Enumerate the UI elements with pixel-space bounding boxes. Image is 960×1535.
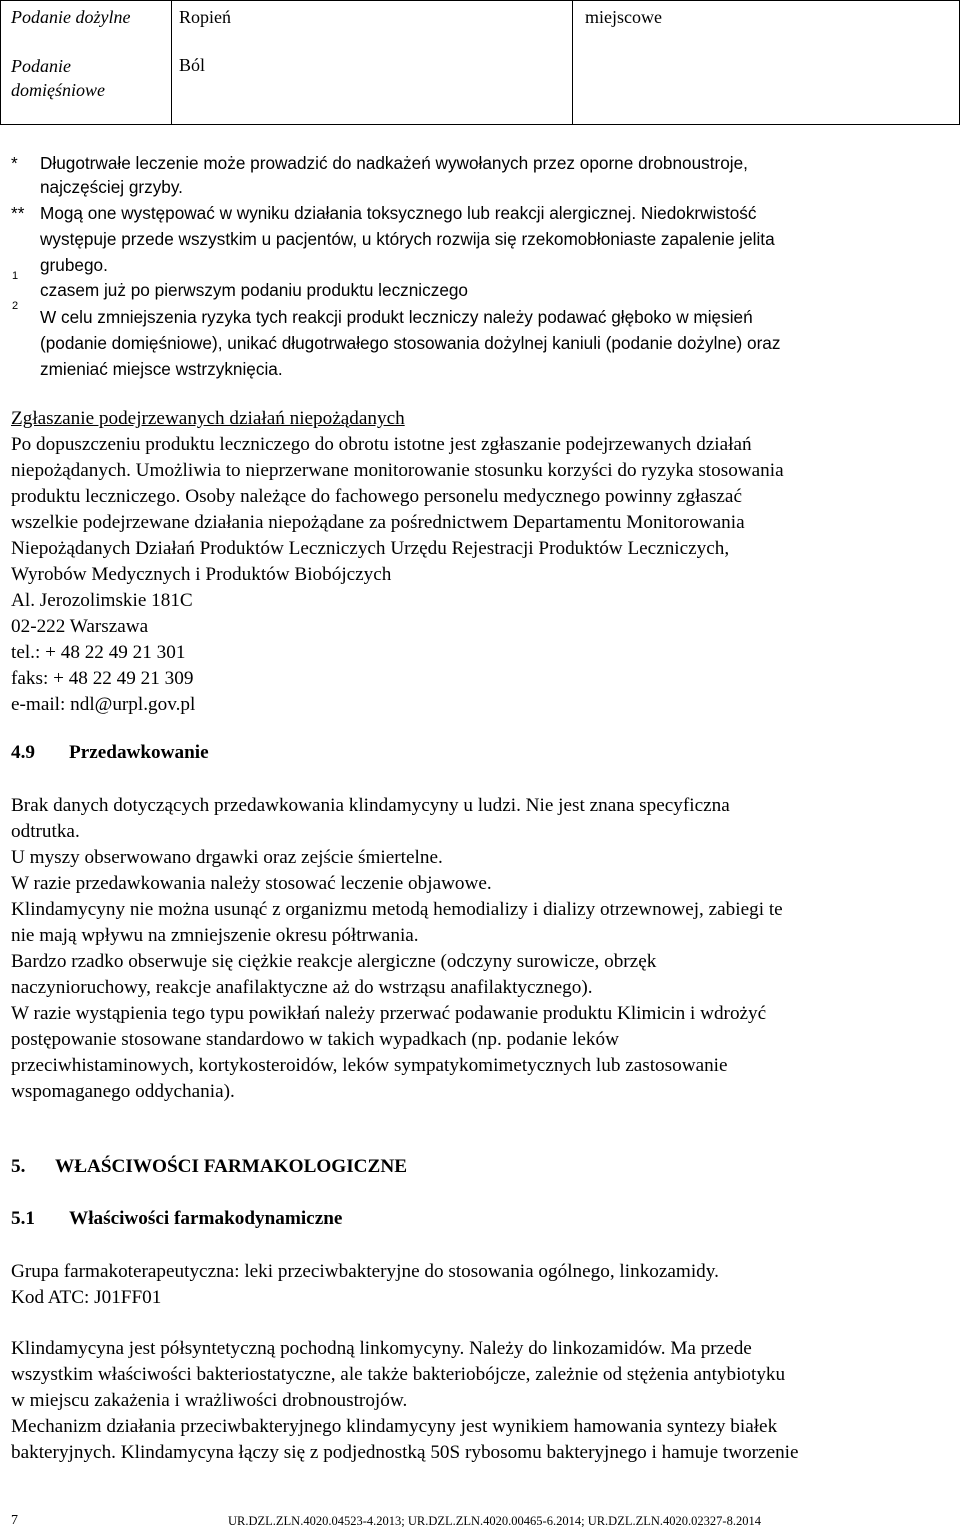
overdose-line: Brak danych dotyczących przedawkowania klindamycyny u ludzi. Nie jest znana specyficzna: [11, 795, 730, 816]
reporting-line: produktu leczniczego. Osoby należące do fachowego personelu medycznego powinny zgłaszać: [11, 486, 742, 507]
overdose-line: odtrutka.: [11, 821, 80, 842]
footnote-double-star-line: występuje przede wszystkim u pacjentów, u których rozwija się rzekomobłoniaste zapalenie jelita: [40, 229, 775, 249]
reporting-email: e-mail: ndl@urpl.gov.pl: [11, 694, 196, 715]
footnote-star-marker: *: [11, 153, 18, 173]
table-text-local: miejscowe: [585, 7, 662, 27]
footnote-2-line: W celu zmniejszenia ryzyka tych reakcji produkt leczniczy należy podawać głęboko w mięsień: [40, 307, 753, 327]
section-heading-5-1: [11, 1208, 342, 1230]
table-text-im: Podanie domięśniowe: [11, 56, 105, 100]
table-text-pain: Ból: [179, 55, 206, 75]
reporting-line: niepożądanych. Umożliwia to nieprzerwane monitorowanie stosunku korzyści do ryzyka stosowania: [11, 460, 784, 481]
pharmacotherapeutic-group: [11, 1259, 951, 1311]
footnote-2-marker: 2: [12, 300, 19, 312]
section-title: Właściwości farmakodynamiczne: [69, 1208, 343, 1229]
overdose-line: wspomaganego oddychania).: [11, 1081, 235, 1102]
footnote-double-star-line: Mogą one występować w wyniku działania toksycznego lub reakcji alergicznej. Niedokrwistość: [40, 203, 757, 223]
overdose-line: nie mają wpływu na zmniejszenie okresu półtrwania.: [11, 925, 419, 946]
table-cell-local: [573, 1, 960, 125]
overdose-body: [11, 793, 951, 1105]
overdose-line: U myszy obserwowano drgawki oraz zejście śmiertelne.: [11, 847, 443, 868]
reporting-line: wszelkie podejrzewane działania niepożądane za pośrednictwem Departamentu Monitorowania: [11, 512, 745, 533]
footnote-1-marker: 1: [12, 270, 19, 282]
table-cell-route: [1, 1, 172, 125]
footnote-double-star-line: grubego.: [40, 255, 108, 275]
section-number: 5.1: [11, 1208, 35, 1229]
pharmacodynamics-line: Mechanizm działania przeciwbakteryjnego klindamycyny jest wynikiem hamowania syntezy białek: [11, 1416, 778, 1437]
table-text-abscess: Ropień: [179, 7, 231, 27]
reporting-line: tel.: + 48 22 49 21 301: [11, 642, 186, 663]
reporting-title: Zgłaszanie podejrzewanych działań niepożądanych: [11, 408, 405, 429]
footnote-double-star-marker: **: [11, 203, 25, 223]
footnote-1-text: czasem już po pierwszym podaniu produktu leczniczego: [40, 280, 468, 300]
page-number: 7: [11, 1513, 18, 1528]
footnote-2-line: (podanie domięśniowe), unikać długotrwałego stosowania dożylnej kaniuli (podanie dożylne) oraz: [40, 333, 781, 353]
reporting-line: Al. Jerozolimskie 181C: [11, 590, 193, 611]
table-cell-effect: [172, 1, 573, 125]
pharmacodynamics-line: w miejscu zakażenia i wrażliwości drobnoustrojów.: [11, 1390, 408, 1411]
overdose-line: naczynioruchowy, reakcje anafilaktyczne aż do wstrząsu anafilaktycznego).: [11, 977, 593, 998]
overdose-line: postępowanie stosowane standardowo w takich wypadkach (np. podanie leków: [11, 1029, 619, 1050]
atc-code: Kod ATC: J01FF01: [11, 1287, 162, 1308]
reporting-body: [11, 432, 951, 718]
pharmacodynamics-body: [11, 1336, 951, 1466]
footnote-star-line: Długotrwałe leczenie może prowadzić do nadkażeń wywołanych przez oporne drobnoustroje,: [40, 153, 748, 173]
pharmacodynamics-line: wszystkim właściwości bakteriostatyczne, ale także bakteriobójcze, zależnie od stężenia antybiotyku: [11, 1364, 786, 1385]
document-reference: UR.DZL.ZLN.4020.04523-4.2013; UR.DZL.ZLN.4020.00465-6.2014; UR.DZL.ZLN.4020.02327-8.2014: [228, 1514, 761, 1528]
pharmacodynamics-line: Klindamycyna jest półsyntetyczną pochodną linkomycyny. Należy do linkozamidów. Ma przede: [11, 1338, 752, 1359]
overdose-line: przeciwhistaminowych, kortykosteroidów, leków sympatykomimetycznych lub zastosowanie: [11, 1055, 728, 1076]
overdose-line: W razie przedawkowania należy stosować leczenie objawowe.: [11, 873, 492, 894]
section-heading-5: [11, 1156, 407, 1178]
reporting-line: faks: + 48 22 49 21 309: [11, 668, 194, 689]
overdose-line: Bardzo rzadko obserwuje się ciężkie reakcje alergiczne (odczyny surowicze, obrzęk: [11, 951, 657, 972]
reporting-line: Wyrobów Medycznych i Produktów Biobójczych: [11, 564, 392, 585]
section-title: WŁAŚCIWOŚCI FARMAKOLOGICZNE: [55, 1156, 407, 1177]
footnote-2-line: zmieniać miejsce wstrzyknięcia.: [40, 359, 283, 379]
section-number: 4.9: [11, 742, 35, 763]
pharmacodynamics-line: bakteryjnych. Klindamycyna łączy się z podjednostką 50S rybosomu bakteryjnego i hamuje tworzenie: [11, 1442, 799, 1463]
section-number: 5.: [11, 1156, 26, 1177]
overdose-line: W razie wystąpienia tego typu powikłań należy przerwać podawanie produktu Klimicin i wdrożyć: [11, 1003, 767, 1024]
reporting-line: Po dopuszczeniu produktu leczniczego do obrotu istotne jest zgłaszanie podejrzewanych działań: [11, 434, 752, 455]
footnote-star-line: najczęściej grzyby.: [40, 177, 183, 197]
reporting-line: 02-222 Warszawa: [11, 616, 149, 637]
adverse-effects-table: [0, 0, 960, 125]
overdose-line: Klindamycyny nie można usunąć z organizmu metodą hemodializy i dializy otrzewnowej, zabiegi te: [11, 899, 783, 920]
table-text-iv: Podanie dożylne: [11, 7, 131, 27]
section-title: Przedawkowanie: [69, 742, 209, 763]
group-line: Grupa farmakoterapeutyczna: leki przeciwbakteryjne do stosowania ogólnego, linkozamidy.: [11, 1261, 719, 1282]
reporting-line: Niepożądanych Działań Produktów Leczniczych Urzędu Rejestracji Produktów Leczniczych,: [11, 538, 730, 559]
section-heading-4-9: [11, 742, 209, 764]
